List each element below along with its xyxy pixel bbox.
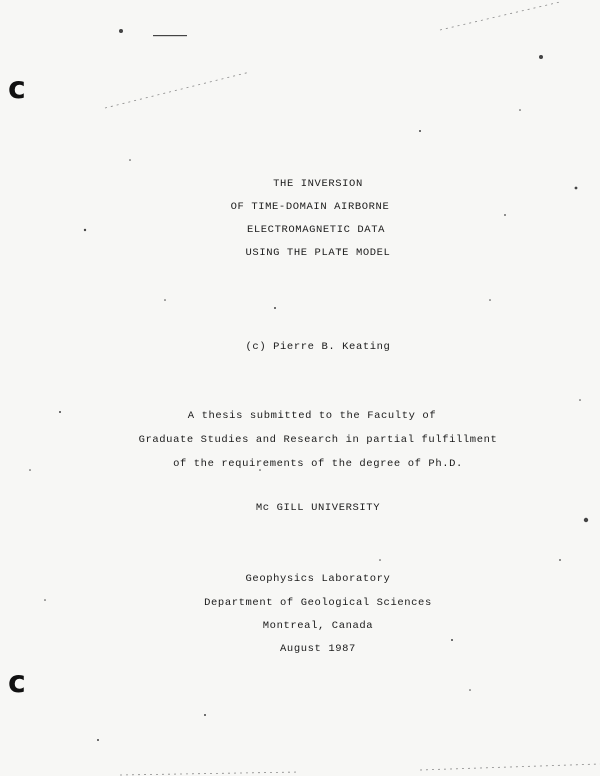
copyright-line: (c) Pierre B. Keating — [245, 341, 391, 353]
submission-line-2: Graduate Studies and Research in partial fulfillment — [138, 434, 498, 446]
city-line: Montreal, Canada — [262, 620, 374, 632]
laboratory-name: Geophysics Laboratory — [245, 573, 391, 585]
title-line-4: USING THE PLATE MODEL — [245, 247, 391, 259]
title-line-3: ELECTROMAGNETIC DATA — [246, 224, 386, 236]
binder-mark-bottom: c — [8, 665, 26, 700]
department-name: Department of Geological Sciences — [204, 597, 432, 609]
title-line-2: OF TIME-DOMAIN AIRBORNE — [230, 201, 390, 213]
university-name: Mc GILL UNIVERSITY — [255, 502, 381, 514]
binder-mark-top: c — [8, 71, 26, 106]
date-line: August 1987 — [280, 643, 356, 655]
title-line-1: THE INVERSION — [273, 178, 363, 190]
submission-line-3: of the requirements of the degree of Ph.D. — [173, 458, 463, 470]
submission-line-1: A thesis submitted to the Faculty of — [187, 410, 437, 422]
